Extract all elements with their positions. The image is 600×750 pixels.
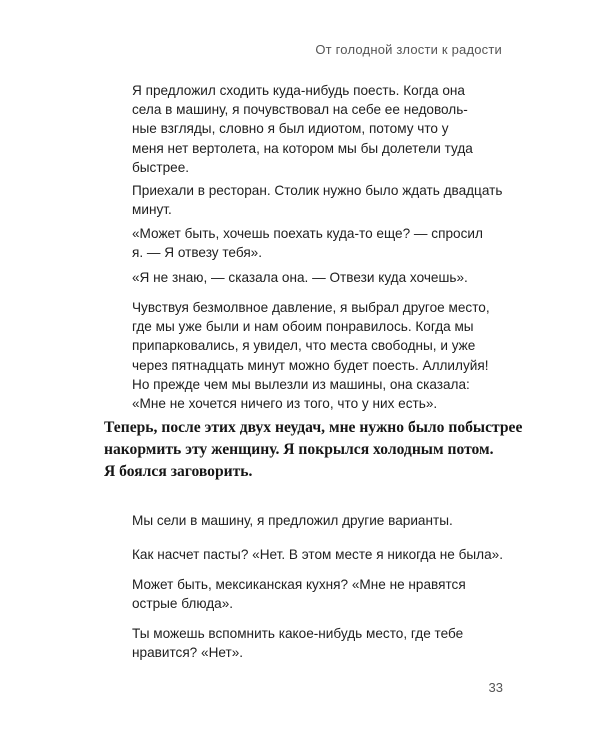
text-line: где мы уже были и нам обоим понравилось. Когда мы bbox=[132, 319, 474, 335]
paragraph-text bbox=[132, 624, 482, 662]
text-line: «Я не знаю, — сказала она. — Отвези куда хочешь». bbox=[132, 270, 468, 285]
text-line: через пятнадцать минут можно будет поесть. Аллилуйя! bbox=[132, 357, 489, 373]
paragraph-text bbox=[132, 268, 482, 287]
text-line: Я боялся заговорить. bbox=[104, 463, 253, 480]
paragraph-text bbox=[132, 181, 503, 219]
paragraph-text bbox=[132, 224, 482, 262]
text-line: Ты можешь вспомнить какое-нибудь место, где тебе bbox=[132, 626, 464, 641]
pull-quote-text bbox=[104, 417, 523, 483]
paragraph-text bbox=[132, 575, 482, 613]
text-line: Может быть, мексиканская кухня? «Мне не нравятся bbox=[132, 577, 466, 592]
text-line: нравится? «Нет». bbox=[132, 645, 244, 661]
paragraph-text bbox=[132, 545, 504, 564]
text-line: «Может быть, хочешь поехать куда-то еще? — спросил bbox=[132, 226, 483, 241]
text-line: припарковались, я увидел, что места свободны, и уже bbox=[132, 338, 476, 354]
paragraph-text bbox=[132, 511, 482, 530]
text-line: минут. bbox=[132, 202, 172, 218]
paragraph bbox=[132, 575, 482, 613]
paragraph bbox=[132, 81, 482, 177]
text-line: «Мне не хочется ничего из того, что у них есть». bbox=[132, 396, 438, 412]
paragraph bbox=[132, 181, 503, 219]
paragraph-text bbox=[132, 81, 482, 177]
text-line: Как насчет пасты? «Нет. В этом месте я никогда не была». bbox=[132, 547, 504, 562]
paragraph bbox=[132, 511, 482, 530]
text-line: Приехали в ресторан. Столик нужно было ждать двадцать bbox=[132, 183, 503, 198]
running-head: От голодной злости к радости bbox=[315, 42, 502, 57]
paragraph bbox=[132, 545, 504, 564]
text-line: села в машину, я почувствовал на себе ее недоволь- bbox=[132, 102, 468, 118]
text-line: быстрее. bbox=[132, 159, 190, 175]
text-line: Я предложил сходить куда-нибудь поесть. Когда она bbox=[132, 83, 465, 98]
page-number: 33 bbox=[488, 680, 503, 695]
text-line: я. — Я отвезу тебя». bbox=[132, 245, 263, 261]
text-line: Но прежде чем мы вылезли из машины, она сказала: bbox=[132, 376, 470, 392]
paragraph bbox=[132, 268, 482, 287]
text-line: острые блюда». bbox=[132, 596, 234, 612]
text-line: меня нет вертолета, на котором мы бы долетели туда bbox=[132, 140, 473, 156]
text-line: накормить эту женщину. Я покрылся холодным потом. bbox=[104, 441, 494, 458]
paragraph bbox=[132, 224, 482, 262]
text-line: Теперь, после этих двух неудач, мне нужно было побыстрее bbox=[104, 419, 523, 436]
text-line: ные взгляды, словно я был идиотом, потому что у bbox=[132, 121, 449, 137]
text-line: Чувствуя безмолвное давление, я выбрал другое место, bbox=[132, 300, 490, 315]
paragraph bbox=[132, 298, 490, 413]
pull-quote bbox=[104, 417, 523, 483]
text-line: Мы сели в машину, я предложил другие варианты. bbox=[132, 513, 453, 528]
paragraph bbox=[132, 624, 482, 662]
paragraph-text bbox=[132, 298, 490, 413]
